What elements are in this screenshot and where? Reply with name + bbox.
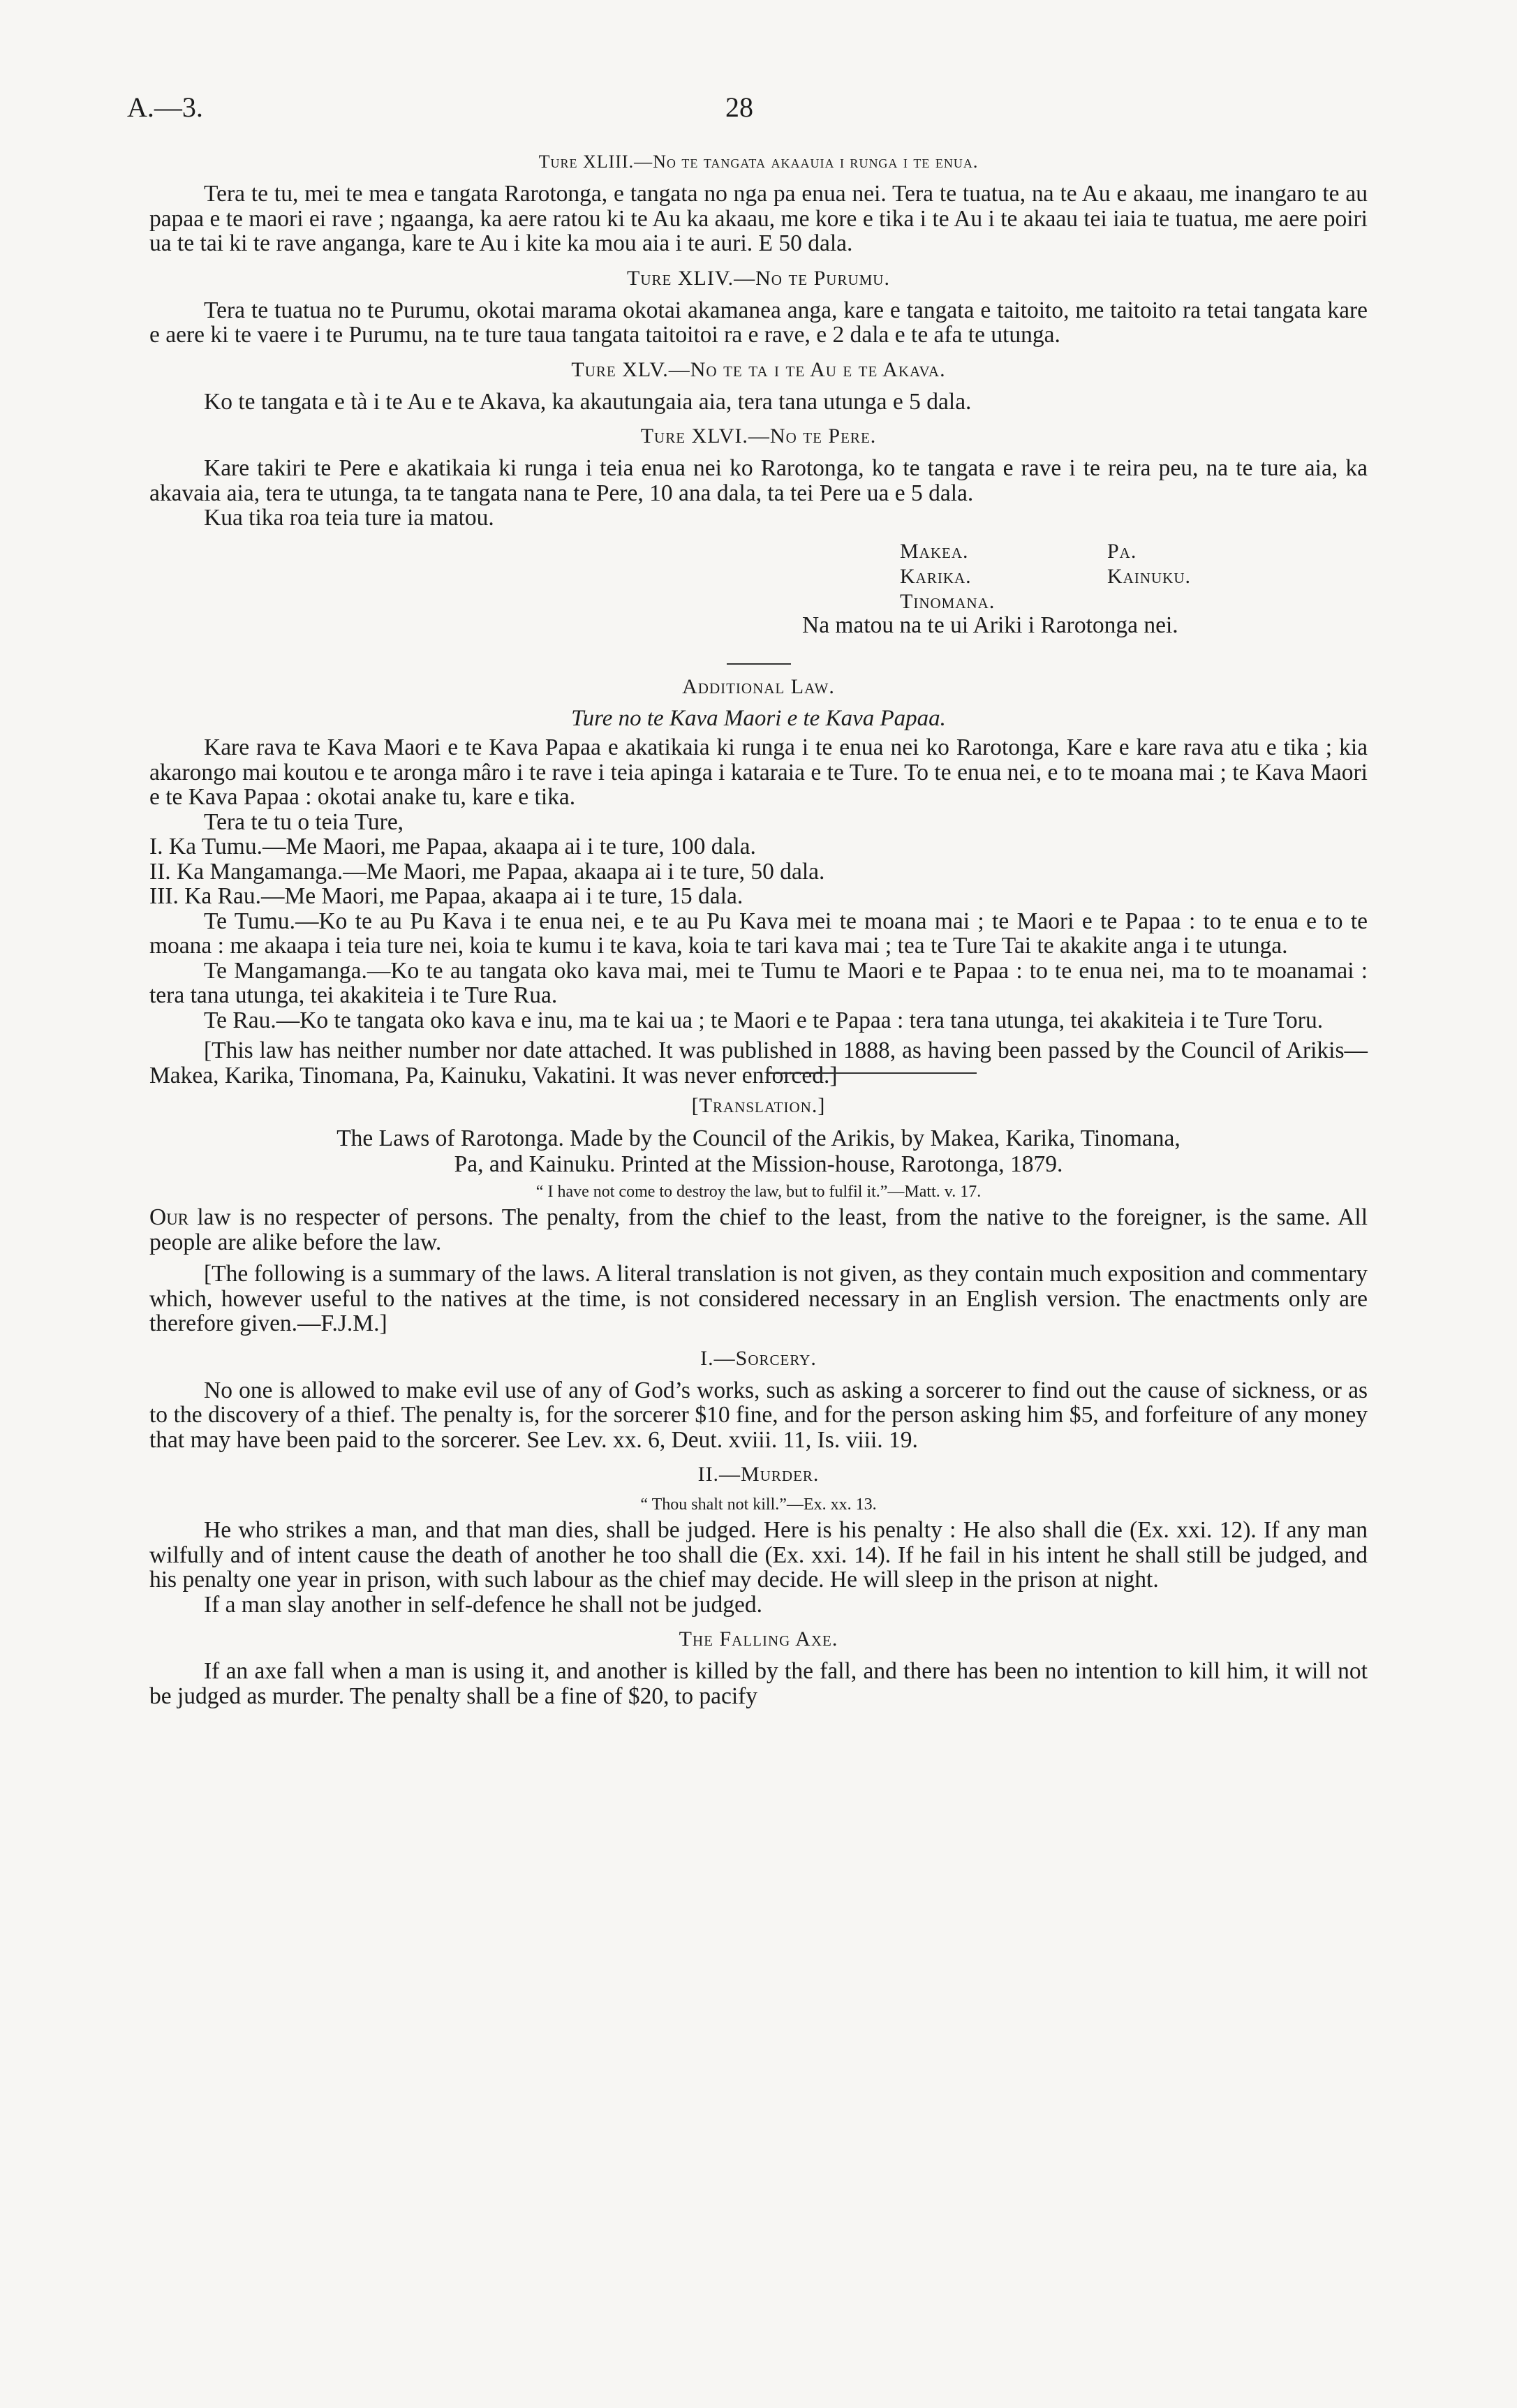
translation-paragraph-text: law is no respecter of persons. The penalty, from the chief to the least, from the native to the foreigner, is the same. All people are alike before the law.	[149, 1204, 1368, 1255]
section-divider	[727, 663, 791, 665]
falling-axe-text: If an axe fall when a man is using it, and another is killed by the fall, and there has been no intention to kill him, it will not be judged as murder. The penalty shall be a fine of $20, to pacify	[149, 1658, 1368, 1709]
editorial-note: [This law has neither number nor date attached. It was published in 1888, as having been passed by the Council of Arikis—Makea, Karika, Tinomana, Pa, Kainuku, Vakatini. It was never enforced.]	[149, 1037, 1368, 1088]
murder-text: If a man slay another in self-defence he shall not be judged.	[204, 1591, 762, 1618]
additional-law-paragraph: Kare rava te Kava Maori e te Kava Papaa e akatikaia ki runga i te enua nei ko Rarotonga, Kare e kare rava atu e tika ; kia akarongo mai koutou e te aronga mâro i te rave i teia apinga i kataraia e te Ture. To te enua nei, e to te moana mai ; te Kava Maori e te Kava Papaa : okotai anake tu, kare e tika.	[149, 734, 1368, 810]
translation-summary-note: [The following is a summary of the laws. A literal translation is not given, as they contain much exposition and commentary which, however useful to the natives at the time, is not considered necessary in an English version. The enactments only are therefore given.—F.J.M.]	[149, 1261, 1368, 1336]
signatory-pa: Pa.	[1107, 539, 1137, 563]
translation-heading: [Translation.]	[691, 1094, 826, 1117]
sorcery-text: No one is allowed to make evil use of any of God’s works, such as asking a sorcerer to find out the cause of sickness, or as to the discovery of a thief. The penalty is, for the sorcerer $10 fine, and for the person asking him $5, and forfeiture of any money that may have been paid to the sorcerer. See Lev. xx. 6, Deut. xviii. 11, Is. viii. 19.	[149, 1377, 1368, 1453]
signature-closing: Na matou na te ui Ariki i Rarotonga nei.	[802, 612, 1178, 638]
translation-title-line: The Laws of Rarotonga. Made by the Council of the Arikis, by Makea, Karika, Tinomana,	[336, 1125, 1181, 1151]
signatory-makea: Makea.	[900, 539, 969, 563]
additional-law-heading: Additional Law.	[682, 674, 835, 698]
additional-law-paragraph: Te Tumu.—Ko te au Pu Kava i te enua nei, e te au Pu Kava mei te moana mai ; te Maori e te Papaa : to te enua e to te moana : me akaapa i teia ture nei, koia te kumu i te kava, koia te tari kava mai ; tea te Ture Tai te akakite anga i te utunga.	[149, 908, 1368, 959]
additional-law-paragraph: Te Mangamanga.—Ko te au tangata oko kava mai, mei te Tumu te Maori e te Papaa : to te enua nei, ma to te moanamai : tera tana utunga, tei akakiteia i te Ture Rua.	[149, 957, 1368, 1008]
list-item: III. Ka Rau.—Me Maori, me Papaa, akaapa ai i te ture, 15 dala.	[149, 883, 743, 909]
translation-paragraph	[149, 1205, 1368, 1255]
list-item: I. Ka Tumu.—Me Maori, me Papaa, akaapa ai i te ture, 100 dala.	[149, 834, 756, 859]
document-reference: A.—3.	[127, 91, 203, 123]
list-item: II. Ka Mangamanga.—Me Maori, me Papaa, akaapa ai i te ture, 50 dala.	[149, 858, 825, 885]
document-page	[127, 91, 1368, 1709]
section-text-44: Tera te tuatua no te Purumu, okotai marama okotai akamanea anga, kare e tangata e taitoito, me taitoito ra tetai tangata kare e aere ki te vaere i te Purumu, na te ture taua tangata taitoitoi ra e rave, e 2 dala e te afa te utunga.	[149, 297, 1368, 348]
note-divider	[767, 1072, 977, 1074]
signatory-karika: Karika.	[900, 564, 972, 588]
murder-quote: “ Thou shalt not kill.”—Ex. xx. 13.	[640, 1495, 877, 1514]
section-text-43: Tera te tu, mei te mea e tangata Rarotonga, e tangata no nga pa enua nei. Tera te tuatua, na te Au e akaau, me inangaro te au papaa e te maori ei rave ; ngaanga, ka aere ratou ki te Au ka akaau, me kore e tika i te Au i te akaau tei iaia te tuatua, me aere poiri ua te tai ki te rave anganga, kare te Au i kite ka mou aia i te auri. E 50 dala.	[149, 181, 1368, 256]
translation-title	[149, 1125, 1368, 1177]
additional-law-list	[149, 834, 1368, 909]
translation-title-line: Pa, and Kainuku. Printed at the Mission-house, Rarotonga, 1879.	[454, 1151, 1063, 1177]
signature-block	[149, 531, 1368, 651]
section-heading-44: Ture XLIV.—No te Purumu.	[627, 266, 890, 290]
murder-text: He who strikes a man, and that man dies, shall be judged. Here is his penalty : He also shall die (Ex. xxi. 12). If any man wilfully and of intent cause the death of another he too shall die (Ex. xxi. 14). If he fail in his intent he shall still be judged, and his penalty one year in prison, with such labour as the chief may decide. He will sleep in the prison at night.	[149, 1517, 1368, 1593]
epigraph-quote: “ I have not come to destroy the law, but to fulfil it.”—Matt. v. 17.	[535, 1183, 982, 1201]
additional-law-paragraph: Te Rau.—Ko te tangata oko kava e inu, ma te kai ua ; te Maori e te Papaa : tera tana utunga, tei akakiteia i te Ture Toru.	[204, 1007, 1324, 1033]
additional-law-intro: Tera te tu o teia Ture,	[204, 808, 404, 835]
page-number: 28	[725, 91, 753, 123]
sorcery-heading: I.—Sorcery.	[700, 1346, 817, 1370]
section-text-45: Ko te tangata e tà i te Au e te Akava, ka akautungaia aia, tera tana utunga e 5 dala.	[204, 388, 972, 415]
page-header	[127, 91, 1368, 140]
murder-heading: II.—Murder.	[697, 1463, 820, 1486]
document-body	[149, 148, 1368, 1708]
lead-word: Our	[149, 1204, 189, 1230]
section-closing-46: Kua tika roa teia ture ia matou.	[204, 505, 494, 531]
additional-law-subheading: Ture no te Kava Maori e te Kava Papaa.	[571, 705, 946, 731]
signatory-tinomana: Tinomana.	[900, 589, 996, 613]
section-heading-43: Ture XLIII.—No te tangata akaauia i runga i te enua.	[538, 152, 979, 172]
section-text-46: Kare takiri te Pere e akatikaia ki runga i teia enua nei ko Rarotonga, ko te tangata e rave i te reira peu, na te ture aia, ka akavaia aia, tera te utunga, ta te tangata nana te Pere, 10 ana dala, ta tei Pere ua e 5 dala.	[149, 455, 1368, 506]
section-heading-45: Ture XLV.—No te ta i te Au e te Akava.	[571, 357, 946, 381]
section-heading-46: Ture XLVI.—No te Pere.	[640, 424, 877, 448]
falling-axe-heading: The Falling Axe.	[679, 1627, 838, 1650]
signatory-kainuku: Kainuku.	[1107, 564, 1191, 588]
